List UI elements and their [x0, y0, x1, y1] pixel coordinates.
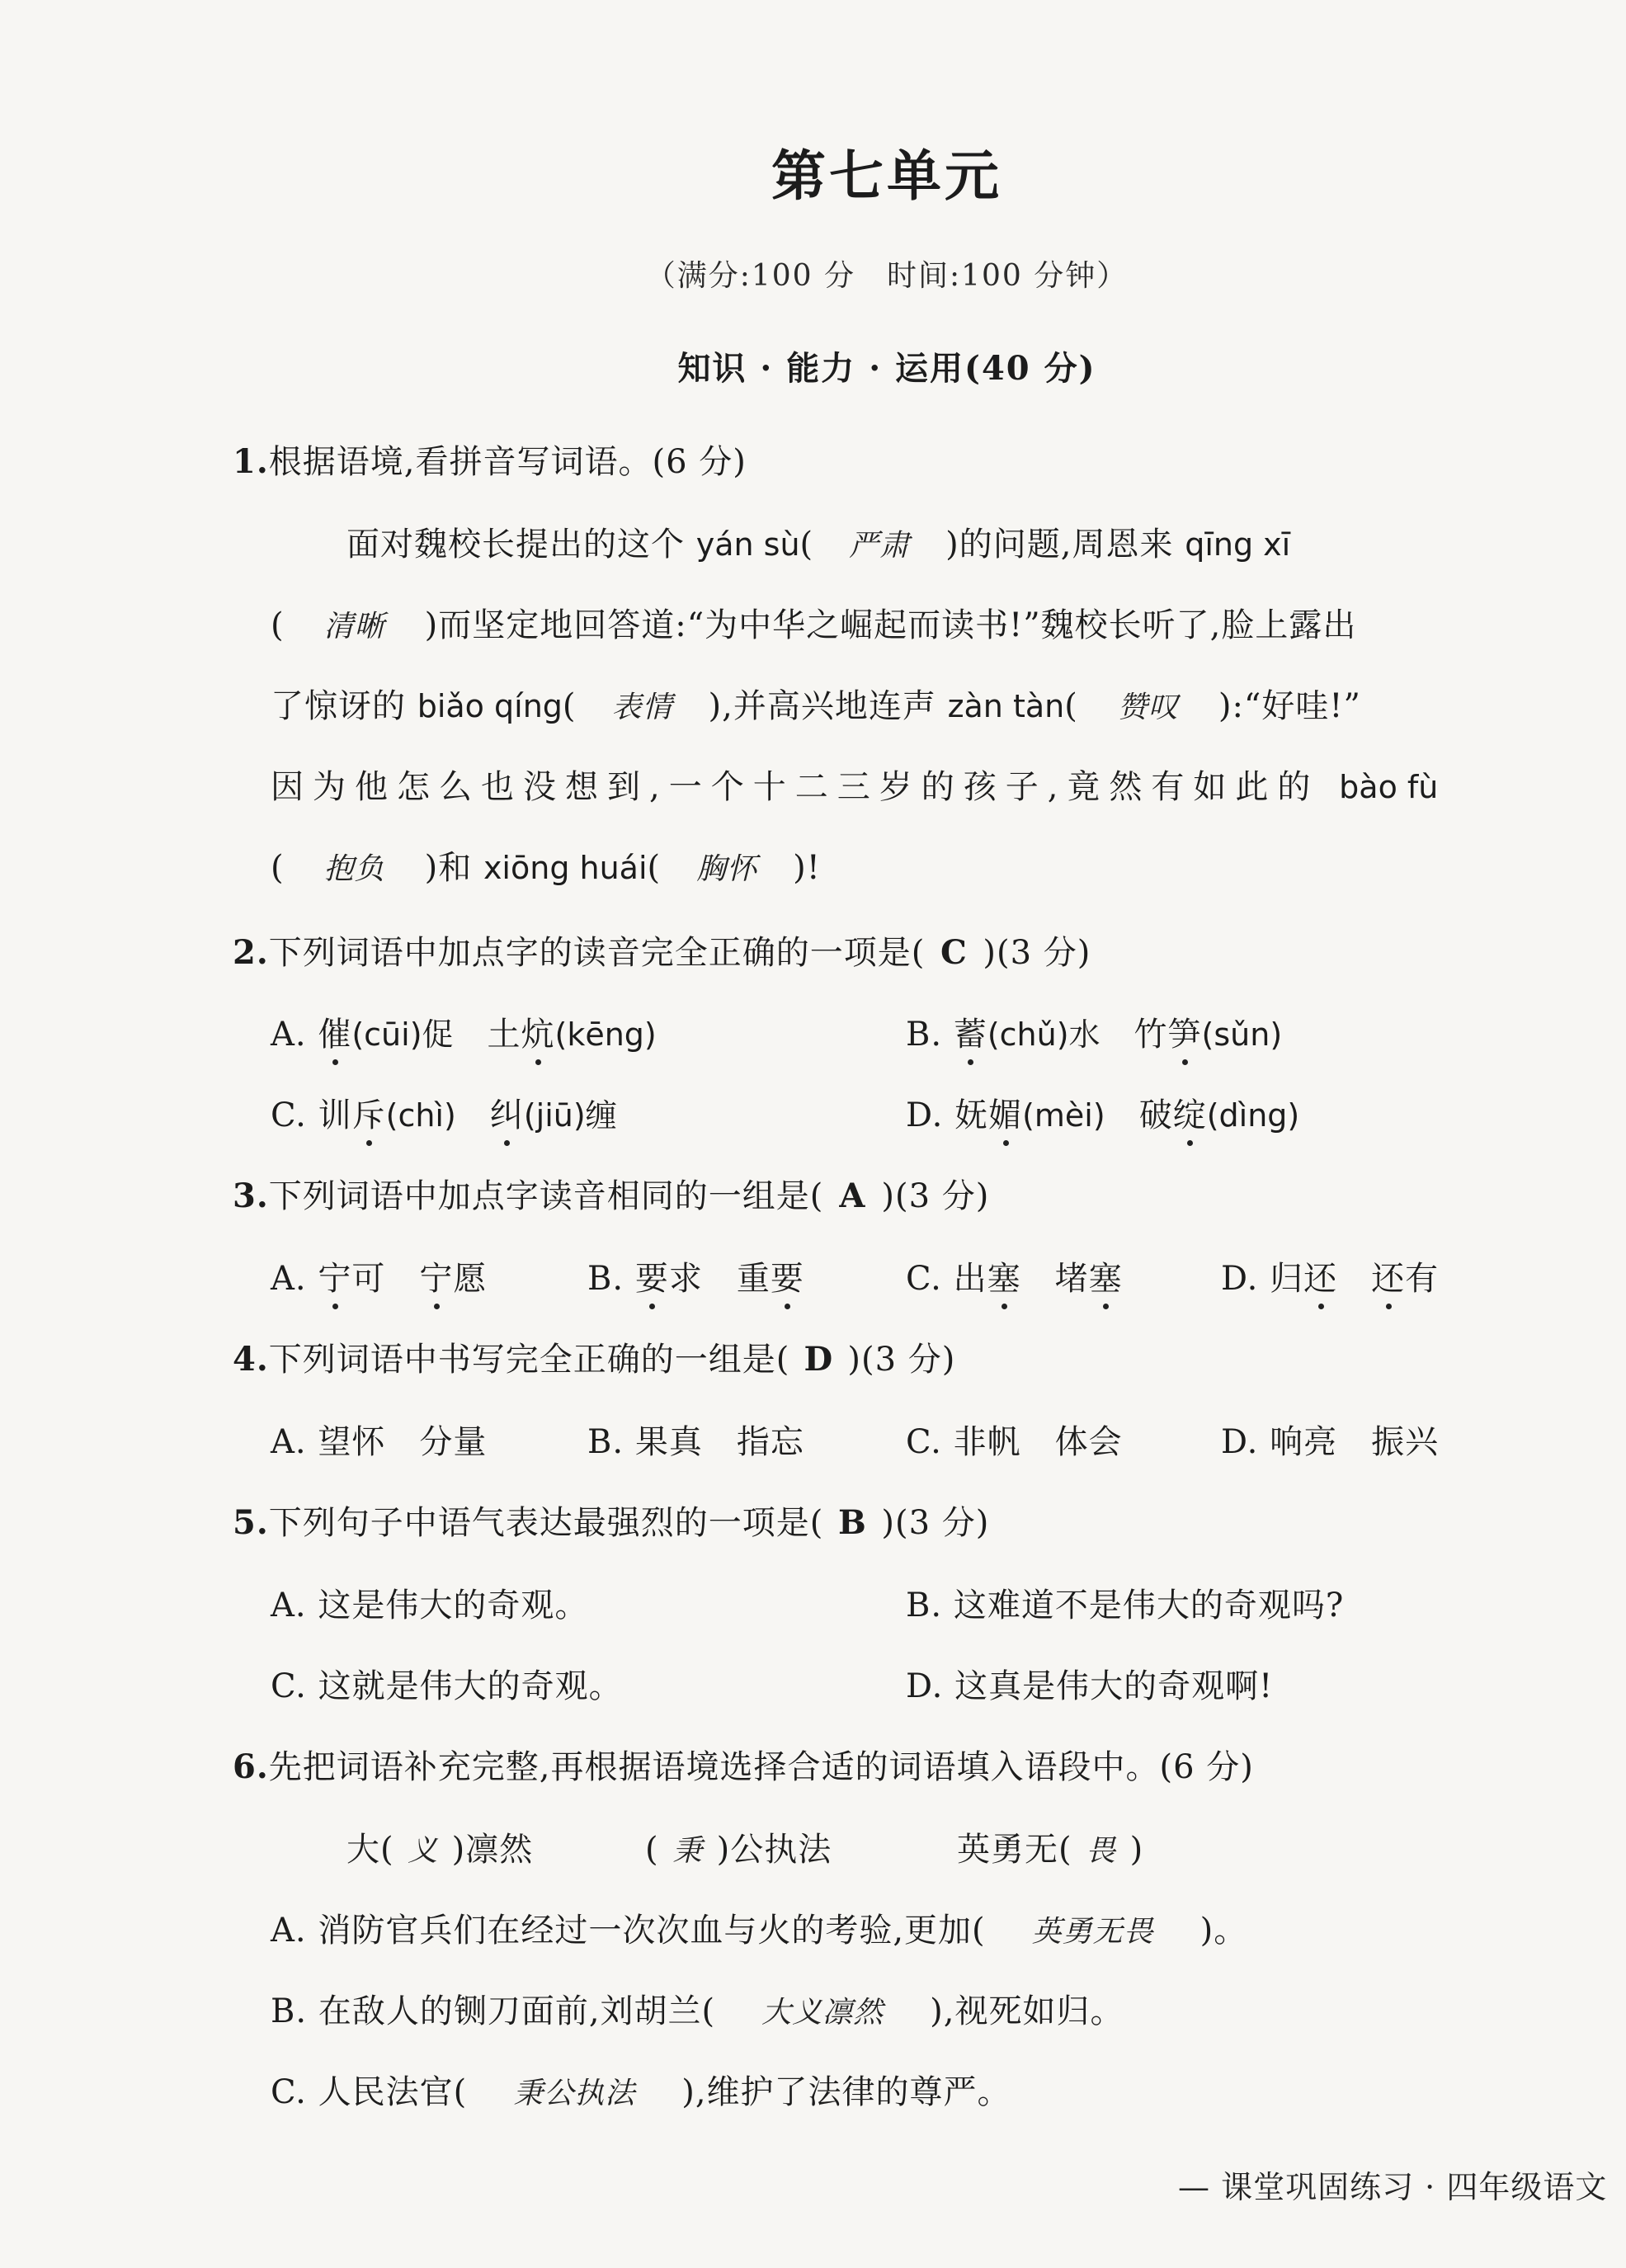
question-text: 下列词语中书写完全正确的一组是( — [268, 1341, 790, 1379]
section-heading: 知识 · 能力 · 运用(40 分) — [677, 349, 1096, 388]
handwritten-answer: 秉 — [672, 1834, 704, 1868]
question-number: 2. — [233, 933, 269, 972]
question-text: 下列句子中语气表达最强烈的一项是( — [268, 1504, 824, 1542]
q6-sentence-a: A. 消防官兵们在经过一次次血与火的考验,更加( 英勇无畏 )。 — [271, 1904, 1247, 1951]
question-3-stem — [233, 1170, 989, 1217]
question-1-stem — [233, 436, 747, 483]
handwritten-answer: 英勇无畏 — [1031, 1915, 1154, 1949]
page-footer: — 课堂巩固练习 · 四年级语文 — [1178, 2169, 1608, 2205]
q5-option-c: C. 这就是伟大的奇观。 — [271, 1667, 623, 1705]
question-score: )(3 分) — [881, 1177, 990, 1215]
question-number: 6. — [233, 1747, 269, 1786]
dotted-char: 斥 — [352, 1089, 386, 1136]
question-2-stem — [233, 927, 1091, 974]
q6-word-2: ( 秉 )公执法 — [645, 1823, 832, 1870]
question-number: 4. — [233, 1340, 269, 1379]
q4-option-d: D. 响亮 振兴 — [1221, 1423, 1440, 1461]
page-title: 第七单元 — [771, 144, 1002, 208]
dotted-char: 媚 — [988, 1089, 1022, 1136]
q1-line-1: 面对魏校长提出的这个 yán sù( 严肃 )的问题,周恩来 qīng xī — [346, 518, 1290, 565]
q3-option-a: A. 宁可 宁愿 — [271, 1252, 487, 1299]
answer-letter: B — [837, 1503, 867, 1542]
handwritten-answer: 胸怀 — [696, 852, 758, 886]
q3-option-d: D. 归还 还有 — [1221, 1252, 1439, 1299]
answer-letter: A — [839, 1176, 866, 1215]
passage-text: 了惊讶的 — [271, 687, 417, 725]
dotted-char: 要 — [635, 1252, 669, 1299]
q1-line-4 — [271, 761, 1438, 808]
handwritten-answer: 表情 — [611, 691, 673, 724]
pinyin: xiōng huái — [483, 850, 648, 886]
q4-option-c: C. 非帆 体会 — [906, 1423, 1123, 1461]
pinyin: biǎo qíng — [417, 688, 563, 724]
q4-option-b: B. 果真 指忘 — [587, 1423, 804, 1461]
passage-text: 的问题,周恩来 — [959, 526, 1185, 563]
q1-line-5: ( 抱负 )和 xiōng huái( 胸怀 )! — [271, 842, 821, 889]
handwritten-answer: 秉公执法 — [513, 2077, 636, 2110]
q3-option-c: C. 出塞 堵塞 — [906, 1252, 1123, 1299]
dotted-char: 绽 — [1173, 1089, 1207, 1136]
passage-text: ,并高兴地连声 — [722, 687, 948, 725]
q1-line-3: 了惊讶的 biǎo qíng( 表情 ),并高兴地连声 zàn tàn( 赞叹 ):“好哇!” — [271, 680, 1361, 727]
pinyin: bào fù — [1339, 769, 1439, 805]
q6-sentence-c: C. 人民法官( 秉公执法 ),维护了法律的尊严。 — [271, 2066, 1011, 2113]
q5-option-d: D. 这真是伟大的奇观啊! — [906, 1667, 1274, 1705]
q6-word-1: 大( 义 )凛然 — [346, 1823, 533, 1870]
handwritten-answer: 大义凛然 — [761, 1996, 884, 2030]
dotted-char: 宁 — [318, 1252, 351, 1299]
answer-letter: D — [804, 1340, 834, 1379]
q5-option-a: A. 这是伟大的奇观。 — [271, 1587, 589, 1624]
question-number: 1. — [233, 442, 269, 481]
question-text: 下列词语中加点字读音相同的一组是( — [268, 1177, 824, 1215]
q2-option-a: A. 催(cūi)促 土炕(kēng) — [271, 1008, 657, 1055]
q2-option-b: B. 蓄(chǔ)水 竹笋(sǔn) — [906, 1008, 1282, 1055]
dotted-char: 还 — [1371, 1252, 1405, 1299]
q6-sentence-b: B. 在敌人的铡刀面前,刘胡兰( 大义凛然 ),视死如归。 — [271, 1985, 1124, 2032]
q2-option-c: C. 训斥(chì) 纠(jiū)缠 — [271, 1089, 617, 1136]
dotted-char: 催 — [318, 1008, 351, 1055]
passage-text: 因为他怎么也没想到,一个十二三岁的孩子,竟然有如此的 — [271, 768, 1340, 806]
question-number: 3. — [233, 1176, 269, 1215]
passage-text: 和 — [438, 849, 483, 887]
handwritten-answer: 清晰 — [323, 610, 385, 644]
pinyin: qīng xī — [1185, 526, 1291, 563]
q5-option-b: B. 这难道不是伟大的奇观吗? — [906, 1587, 1345, 1624]
q6-word-3: 英勇无( 畏 ) — [957, 1823, 1143, 1870]
score-time-info: （满分:100 分 时间:100 分钟） — [645, 259, 1129, 293]
question-number: 5. — [233, 1503, 269, 1542]
dotted-char: 要 — [771, 1252, 804, 1299]
passage-text: ! — [806, 849, 821, 887]
question-6-stem — [233, 1741, 1254, 1788]
pinyin: yán sù — [695, 526, 800, 563]
question-text: 先把词语补充完整,再根据语境选择合适的词语填入语段中。(6 分) — [268, 1748, 1254, 1786]
dotted-char: 炕 — [521, 1008, 555, 1055]
question-5-stem — [233, 1497, 989, 1544]
answer-letter: C — [940, 933, 968, 972]
dotted-char: 塞 — [987, 1252, 1021, 1299]
question-score: )(3 分) — [847, 1341, 956, 1379]
question-4-stem — [233, 1333, 955, 1380]
handwritten-answer: 抱负 — [323, 852, 385, 886]
q4-option-a: A. 望怀 分量 — [271, 1423, 488, 1461]
question-score: )(3 分) — [881, 1504, 990, 1542]
q1-line-2: ( 清晰 )而坚定地回答道:“为中华之崛起而读书!”魏校长听了,脸上露出 — [271, 599, 1356, 646]
dotted-char: 蓄 — [954, 1008, 987, 1055]
question-text: 下列词语中加点字的读音完全正确的一项是( — [268, 934, 926, 972]
handwritten-answer: 畏 — [1086, 1834, 1117, 1868]
pinyin: zàn tàn — [947, 688, 1065, 724]
passage-text: :“好哇!” — [1232, 687, 1361, 725]
handwritten-answer: 严肃 — [849, 529, 911, 563]
question-text: 根据语境,看拼音写词语。(6 分) — [268, 443, 747, 481]
dotted-char: 纠 — [490, 1089, 524, 1136]
dotted-char: 笋 — [1168, 1008, 1202, 1055]
q3-option-b: B. 要求 重要 — [587, 1252, 804, 1299]
handwritten-answer: 赞叹 — [1117, 691, 1179, 724]
dotted-char: 宁 — [419, 1252, 453, 1299]
dotted-char: 塞 — [1089, 1252, 1123, 1299]
question-score: )(3 分) — [983, 934, 1091, 972]
passage-text: 而坚定地回答道:“为中华之崛起而读书!”魏校长听了,脸上露出 — [438, 606, 1357, 644]
passage-text: 面对魏校长提出的这个 — [346, 526, 696, 563]
handwritten-answer: 义 — [408, 1834, 439, 1868]
dotted-char: 还 — [1303, 1252, 1337, 1299]
q2-option-d: D. 妩媚(mèi) 破绽(dìng) — [906, 1089, 1299, 1136]
